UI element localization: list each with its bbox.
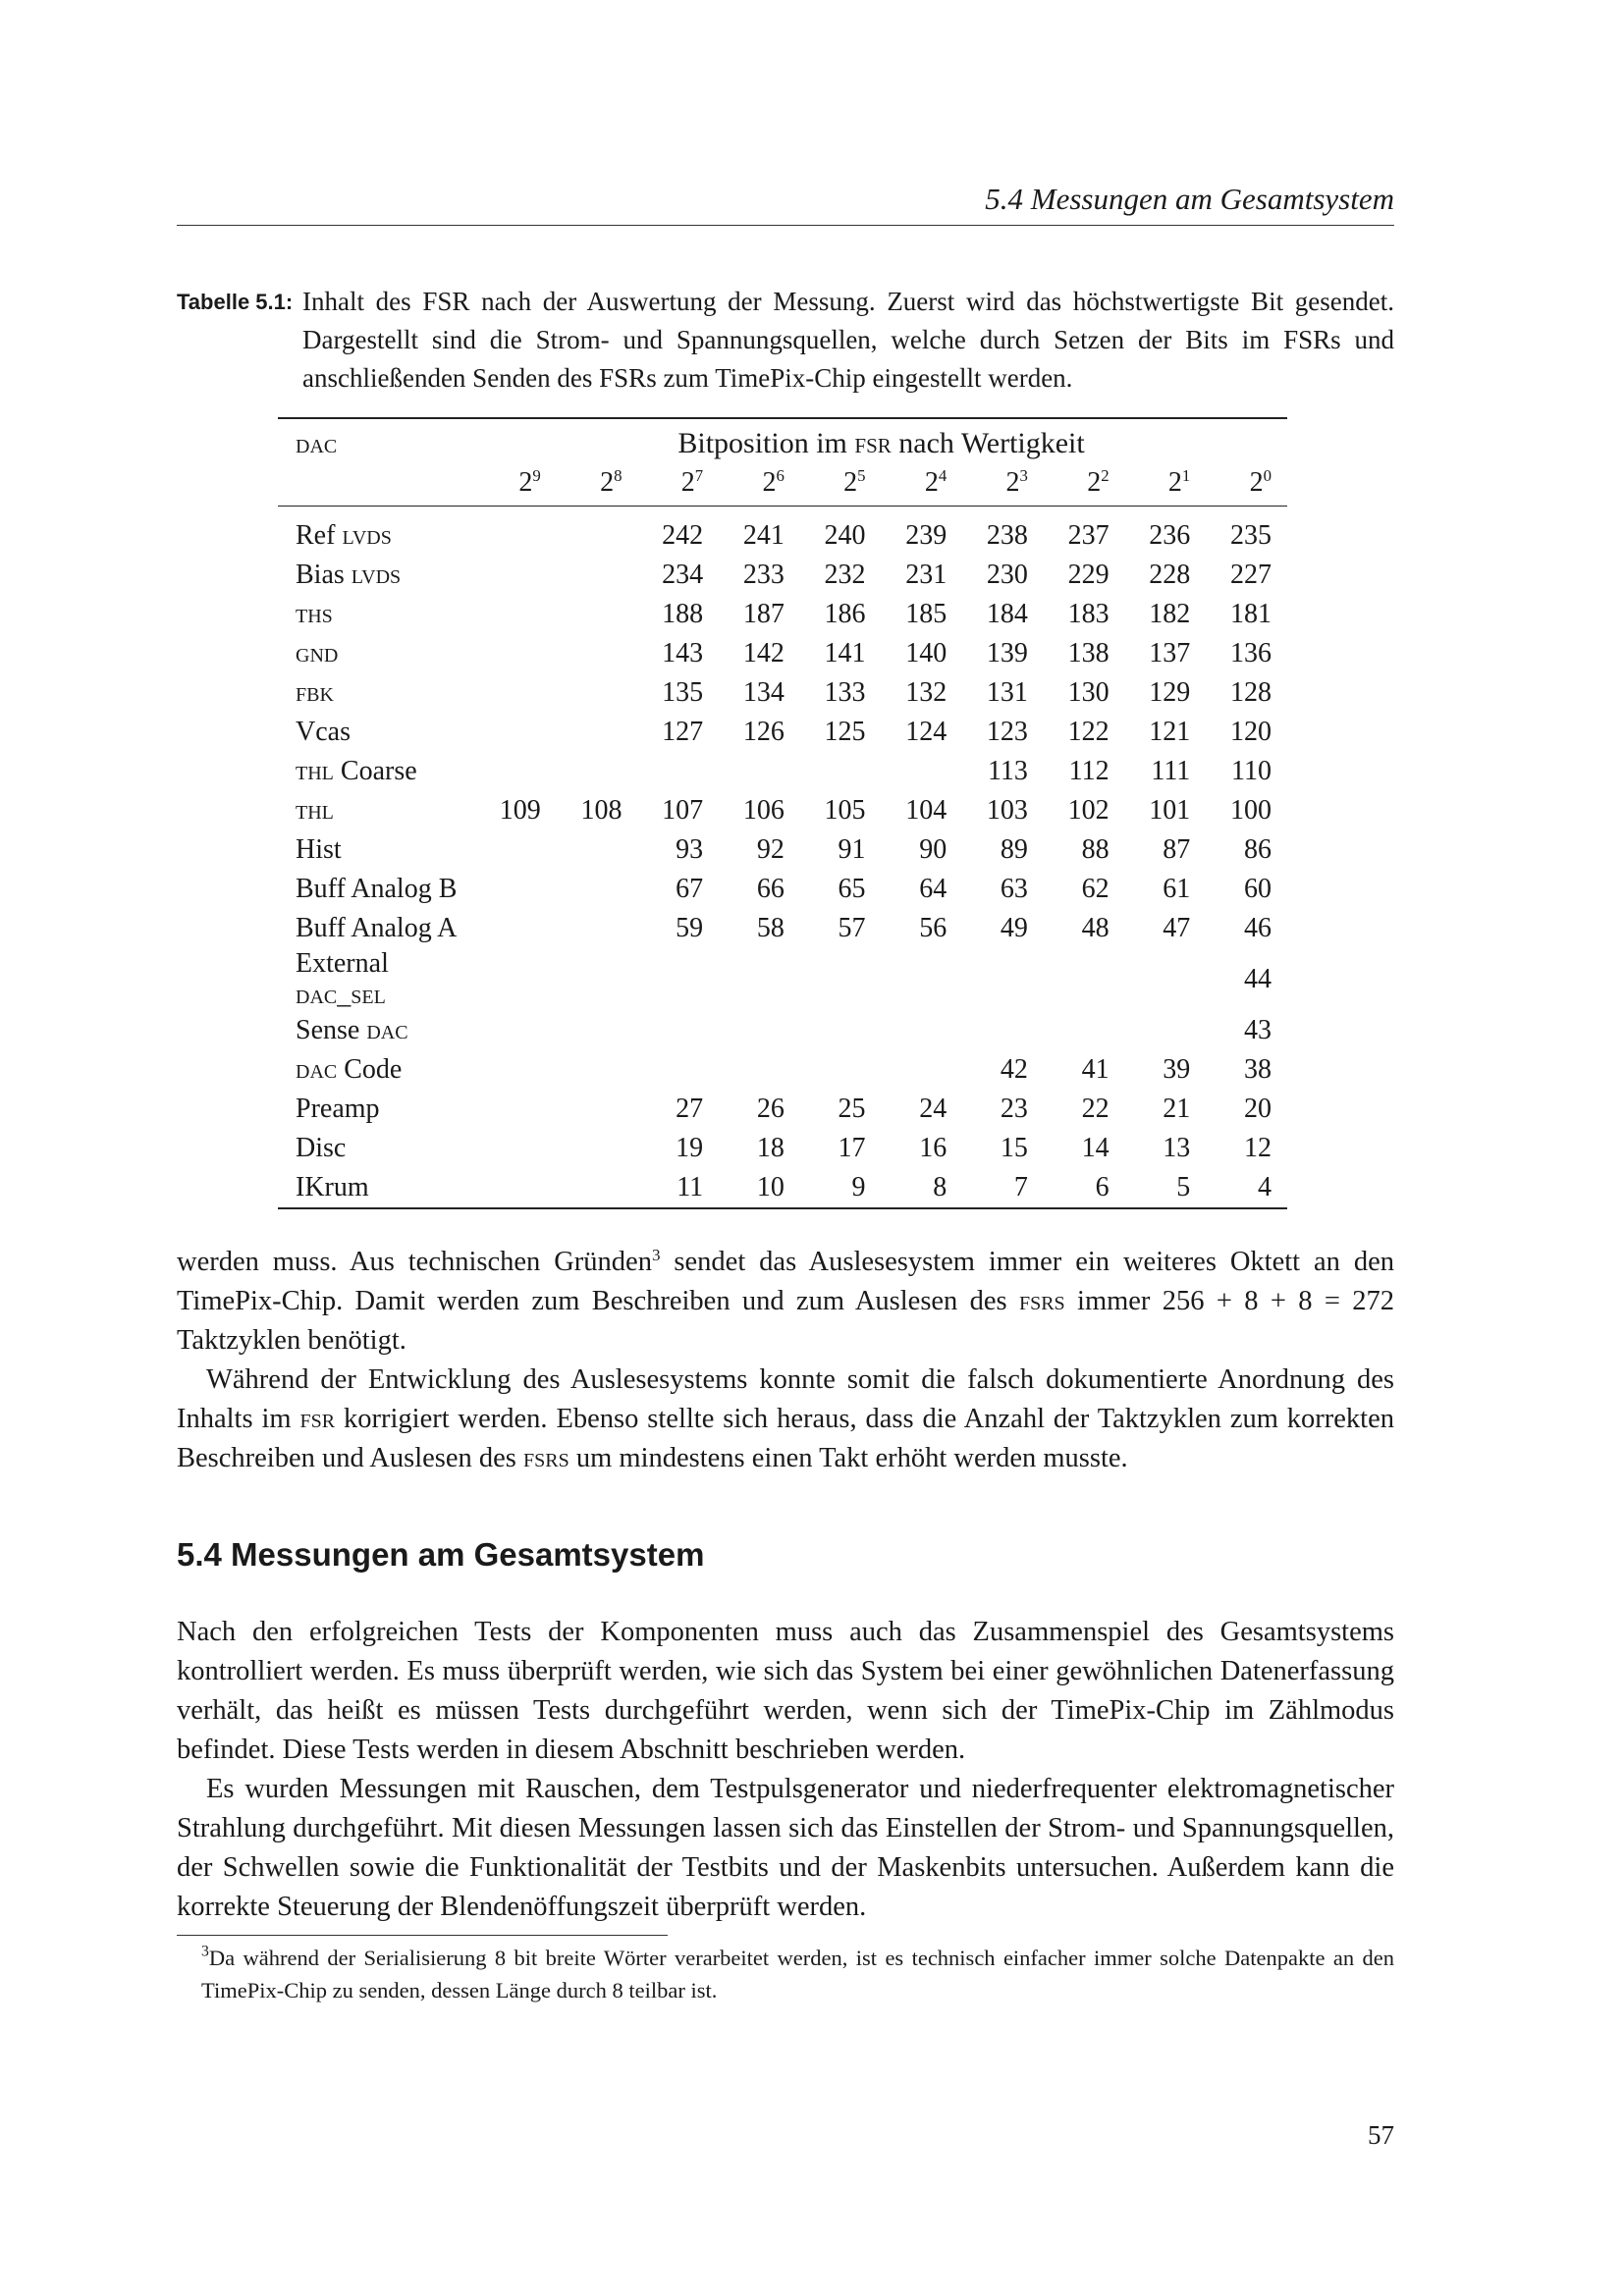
table-cell: 182 [1149,599,1191,629]
table-cell: 185 [905,599,947,629]
bit-position-header: $2^8$ [600,465,623,498]
footnote-ref: 3 [651,1245,661,1264]
table-cell [475,1168,557,1208]
table-cell [882,1011,963,1050]
table-cell [475,634,557,673]
table-cell: 88 [1081,834,1110,865]
table-cell: 57 [838,913,866,943]
table-cell: 134 [742,677,785,708]
table-cell: 184 [986,599,1028,629]
table-cell [557,830,638,870]
table-row [278,830,1287,870]
table-cell [719,752,800,791]
table-cell: 233 [742,560,785,590]
table-cell: 110 [1231,756,1272,786]
row-label: Bias lvds [296,560,402,590]
table-cell: 44 [1244,964,1272,994]
table-cell [475,595,557,634]
table-row [278,1011,1287,1050]
table-cell [800,948,882,1011]
paragraph: Es wurden Messungen mit Rauschen, dem Testpulsgenerator und niederfrequenter elektromagnetischer Strahlung durchgeführt. Mit diesen Messungen lassen sich das Einstellen der Strom- und Spannungsquellen, der Schwellen sowie die Funktionalität der Testbits und der Maskenbits untersuchen. Außerdem kann die korrekte Steuerung der Blendenöffungszeit überprüft werden. [177,1774,1394,1922]
table-cell [557,595,638,634]
table-cell: 38 [1244,1054,1272,1085]
table-cell: 229 [1067,560,1110,590]
table-cell: 135 [662,677,704,708]
table-row [278,634,1287,673]
table-cell: 186 [824,599,866,629]
row-label: Vcas [296,717,351,747]
table-cell: 127 [662,717,704,747]
table-cell [882,752,963,791]
row-label: thl Coarse [296,756,417,786]
table-cell: 123 [986,717,1028,747]
table-row [278,909,1287,948]
table-cell: 113 [987,756,1028,786]
table-cell: 234 [662,560,704,590]
table-cell: 242 [662,520,704,551]
table-cell [800,1050,882,1090]
table-cell [475,870,557,909]
table-row [278,713,1287,752]
table-cell: 140 [905,638,947,668]
table-cell: 241 [742,520,785,551]
table-cell: 56 [919,913,947,943]
table-cell: 143 [662,638,704,668]
row-label: ths [296,599,333,629]
table-cell: 10 [756,1172,785,1202]
table-cell [475,909,557,948]
table-cell: 237 [1067,520,1110,551]
running-header: 5.4 Messungen am Gesamtsystem [985,182,1394,216]
table-cell [475,1129,557,1168]
table-cell [1125,948,1207,1011]
table-cell: 49 [1000,913,1028,943]
table-cell [475,556,557,595]
table-cell: 22 [1081,1094,1110,1124]
table-cell: 109 [499,795,541,826]
table-cell: 21 [1163,1094,1191,1124]
table-cell: 142 [742,638,785,668]
table-row [278,673,1287,713]
footnote-text: Da während der Serialisierung 8 bit breite Wörter verarbeitet werden, ist es technisch einfacher immer solche Datenpakte an den TimePix-Chip zu senden, dessen Länge durch 8 teilbar ist. [201,1946,1394,2002]
table-cell: 17 [838,1133,866,1163]
table-cell: 122 [1067,717,1110,747]
footnote-rule [177,1935,668,1936]
table-cell: 58 [756,913,785,943]
table-cell: 91 [838,834,866,865]
table-cell: 63 [1000,874,1028,904]
table-header-row [278,419,1287,460]
table-cell: 102 [1067,795,1110,826]
table-cell: 39 [1163,1054,1191,1085]
table-cell: 138 [1067,638,1110,668]
table-cell: 62 [1081,874,1110,904]
table-cell [962,948,1044,1011]
table-cell: 121 [1149,717,1191,747]
table-row [278,948,1287,1011]
table-cell: 128 [1230,677,1272,708]
table-cell: 66 [756,874,785,904]
table-cell [1125,1011,1207,1050]
table-row [278,595,1287,634]
table-cell: 131 [986,677,1028,708]
table-cell: 100 [1230,795,1272,826]
table-cell: 90 [919,834,947,865]
table-cell [475,1011,557,1050]
table-row [278,516,1287,556]
table-cell [557,1090,638,1129]
row-label: IKrum [296,1172,369,1202]
paragraph: Während der Entwicklung des Auslesesystems konnte somit die falsch dokumentierte Anordnung des Inhalts im fsr korrigiert werden. Ebenso stellte sich heraus, dass die Anzahl der Taktzyklen zum korrekten Beschreiben und Auslesen des fsrs um mindestens einen Takt erhöht werden musste. [177,1364,1394,1473]
bit-position-header: $2^2$ [1087,465,1110,498]
table-cell: 42 [1000,1054,1028,1085]
table-cell [637,1050,719,1090]
table-cell [800,752,882,791]
table-cell: 231 [905,560,947,590]
table-cell: 235 [1230,520,1272,551]
table-cell: 111 [1151,756,1191,786]
table-cell: 240 [824,520,866,551]
table-cell: 6 [1095,1172,1110,1202]
table-cell: 48 [1081,913,1110,943]
table-row [278,1090,1287,1129]
table-cell [557,870,638,909]
table-cell [557,948,638,1011]
table-cell [475,516,557,556]
table-cell: 65 [838,874,866,904]
table-cell: 183 [1067,599,1110,629]
table-cell [882,1050,963,1090]
table-cell [1044,1011,1125,1050]
table-cell: 60 [1244,874,1272,904]
table-cell [557,1168,638,1208]
bit-position-header: $2^7$ [680,465,704,498]
table-cell [475,713,557,752]
table-cell: 187 [742,599,785,629]
table-cell [1044,948,1125,1011]
table-cell: 26 [756,1094,785,1124]
table-cell [882,948,963,1011]
table-cell: 46 [1244,913,1272,943]
row-label: gnd [296,638,339,668]
header-rule [177,225,1394,226]
table-cell: 93 [676,834,704,865]
table-cell [557,752,638,791]
table-cell [475,948,557,1011]
paragraph: werden muss. Aus technischen Gründen$^3$ sendet das Auslesesystem immer ein weiteres Oktett an den TimePix-Chip. Damit werden zum Beschreiben und zum Auslesen des fsrs immer 256 + 8 + 8 = 272 Taktzyklen benötigt. [177,1245,1395,1356]
table-cell [475,830,557,870]
row-label: Preamp [296,1094,380,1124]
table-title: Bitposition im fsr nach Wertigkeit [677,427,1085,459]
table-cell: 41 [1081,1054,1110,1085]
table-cell: 89 [1000,834,1028,865]
table-cell: 239 [905,520,947,551]
table-cell: 11 [677,1172,704,1202]
table-cell: 236 [1149,520,1191,551]
table-cell: 61 [1163,874,1191,904]
dac-column-header: dac [296,429,338,459]
paragraph: Nach den erfolgreichen Tests der Komponenten muss auch das Zusammenspiel des Gesamtsystems kontrolliert werden. Es muss überprüft werden, wie sich das System bei einer gewöhnlichen Datenerfassung verhält, das heißt es müssen Tests durchgeführt werden, wenn sich der TimePix-Chip im Zählmodus befindet. Diese Tests werden in diesem Abschnitt beschrieben werden. [177,1617,1394,1765]
table-cell: 25 [838,1094,866,1124]
table-cell [719,1050,800,1090]
table-cell [719,948,800,1011]
table-cell: 108 [580,795,623,826]
table-row [278,556,1287,595]
table-cell [637,1011,719,1050]
table-cell [557,556,638,595]
table-cell: 230 [986,560,1028,590]
fsr-table [278,417,1287,1209]
table-cell: 141 [824,638,866,668]
bit-position-header: $2^4$ [924,465,947,498]
page-number: 57 [1368,2120,1394,2150]
table-cell [475,752,557,791]
bit-position-header: $2^5$ [843,465,866,498]
table-cell: 129 [1149,677,1191,708]
table-cell [637,948,719,1011]
row-label: External dac_sel [296,948,389,1010]
table-cell [557,909,638,948]
row-label: Disc [296,1133,347,1163]
table-cell: 5 [1176,1172,1191,1202]
table-cell: 87 [1163,834,1191,865]
table-cell [719,1011,800,1050]
table-cell: 232 [824,560,866,590]
footnote [201,1942,1394,2006]
table-cell [557,1011,638,1050]
row-label: Ref lvds [296,520,392,551]
table-cell: 112 [1068,756,1110,786]
body-text-upper [177,1243,1394,1478]
row-label: Sense dac [296,1015,408,1045]
table-cell [557,673,638,713]
table-cell [557,713,638,752]
table-cell: 124 [905,717,947,747]
table-cell: 12 [1244,1133,1272,1163]
table-cell: 4 [1258,1172,1272,1202]
table-cell: 106 [742,795,785,826]
table-row [278,1168,1287,1208]
bit-position-header: $2^3$ [1005,465,1028,498]
bit-position-header: $2^1$ [1167,465,1191,498]
bit-position-row [278,460,1287,507]
table-cell: 130 [1067,677,1110,708]
table-cell: 67 [676,874,704,904]
table-cell: 181 [1230,599,1272,629]
table-body [278,516,1287,1208]
table-cell [962,1011,1044,1050]
table-row [278,791,1287,830]
table-cell [637,752,719,791]
table-cell: 139 [986,638,1028,668]
table-cell: 101 [1149,795,1191,826]
footnote-mark: 3 [201,1943,209,1960]
table-row [278,1129,1287,1168]
table-cell: 107 [662,795,704,826]
table-cell [557,1129,638,1168]
table-cell: 136 [1230,638,1272,668]
bit-position-header: $2^6$ [762,465,785,498]
table-row [278,752,1287,791]
table-cell: 59 [676,913,704,943]
table-cell: 43 [1244,1015,1272,1045]
table-cell [475,1090,557,1129]
table-cell: 24 [919,1094,947,1124]
table-cell: 104 [905,795,947,826]
table-cell: 14 [1081,1133,1110,1163]
body-text-lower [177,1613,1394,1927]
table-cell: 19 [676,1133,704,1163]
row-label: Buff Analog A [296,913,458,943]
row-label: Hist [296,834,342,865]
row-label: dac Code [296,1054,403,1085]
table-cell: 132 [905,677,947,708]
table-cell: 20 [1244,1094,1272,1124]
table-cell: 120 [1230,717,1272,747]
table-cell: 103 [986,795,1028,826]
table-cell [557,516,638,556]
caption-label: Tabelle 5.1: [177,290,294,314]
table-cell: 8 [933,1172,947,1202]
section-heading: 5.4 Messungen am Gesamtsystem [177,1536,705,1573]
table-cell: 137 [1149,638,1191,668]
table-cell: 9 [851,1172,866,1202]
table-cell: 86 [1244,834,1272,865]
table-caption [177,283,1394,398]
table-row [278,870,1287,909]
table-row [278,1050,1287,1090]
table-cell: 16 [919,1133,947,1163]
table-cell: 23 [1000,1094,1028,1124]
table-cell: 125 [824,717,866,747]
table-cell: 64 [919,874,947,904]
table-cell: 227 [1230,560,1272,590]
table-cell: 7 [1013,1172,1028,1202]
table-cell [557,1050,638,1090]
table-cell: 126 [742,717,785,747]
bit-position-header: $2^9$ [518,465,541,498]
table-cell: 238 [986,520,1028,551]
row-label: fbk [296,677,334,708]
table-cell: 27 [676,1094,704,1124]
table-cell [557,634,638,673]
row-label: thl [296,795,334,826]
table-cell: 133 [824,677,866,708]
table-bottom-rule [278,1208,1287,1209]
table-cell [475,1050,557,1090]
bit-position-header: $2^0$ [1249,465,1272,498]
table-cell: 188 [662,599,704,629]
row-label: Buff Analog B [296,874,458,904]
table-cell [475,673,557,713]
table-cell: 228 [1149,560,1191,590]
table-cell: 47 [1163,913,1191,943]
table-cell: 105 [824,795,866,826]
table-cell: 13 [1163,1133,1191,1163]
table-cell: 18 [756,1133,785,1163]
table-cell: 15 [1000,1133,1028,1163]
table-cell [800,1011,882,1050]
table-cell: 92 [756,834,785,865]
caption-text: Inhalt des FSR nach der Auswertung der Messung. Zuerst wird das höchstwertigste Bit gesendet. Dargestellt sind die Strom- und Spannungsquellen, welche durch Setzen der Bits im FSRs und anschließenden Senden des FSRs zum TimePix-Chip eingestellt werden. [302,287,1394,393]
